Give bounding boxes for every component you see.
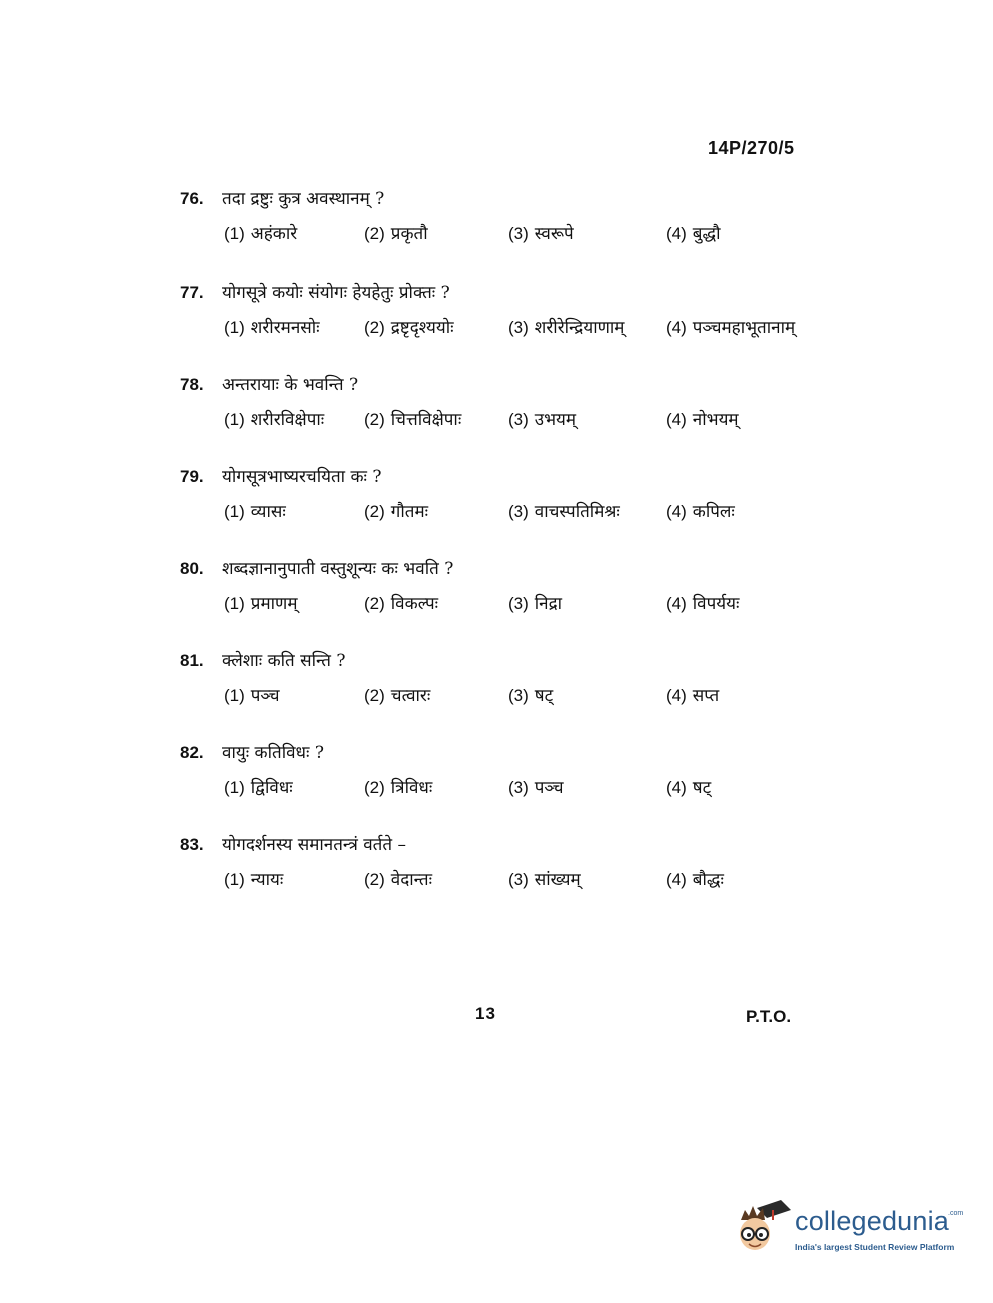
option-text: सप्त — [692, 686, 720, 706]
option-2 — [364, 407, 461, 430]
question-number: 79. — [180, 467, 204, 486]
options-row — [180, 315, 860, 345]
option-1 — [224, 775, 293, 798]
option-1 — [224, 499, 286, 522]
option-number: (2) — [364, 502, 385, 521]
options-row — [180, 867, 860, 897]
option-text: प्रमाणम् — [250, 594, 298, 614]
option-2 — [364, 775, 432, 798]
option-3 — [508, 683, 553, 706]
option-number: (4) — [666, 410, 687, 429]
question-number: 83. — [180, 835, 204, 854]
option-text: व्यासः — [250, 502, 286, 522]
option-text: नोभयम् — [692, 410, 739, 430]
option-number: (1) — [224, 686, 245, 705]
option-text: शरीरमनसोः — [250, 318, 320, 338]
option-number: (4) — [666, 686, 687, 705]
option-text: शरीरेन्द्रियाणाम् — [534, 318, 625, 338]
option-number: (3) — [508, 224, 529, 243]
option-number: (4) — [666, 870, 687, 889]
option-number: (3) — [508, 870, 529, 889]
option-3 — [508, 499, 620, 522]
option-number: (3) — [508, 778, 529, 797]
option-text: द्विविधः — [250, 778, 293, 798]
option-number: (1) — [224, 502, 245, 521]
question — [180, 648, 860, 713]
option-text: त्रिविधः — [390, 778, 433, 798]
question — [180, 186, 860, 251]
question-text: शब्दज्ञानानुपाती वस्तुशून्यः कः भवति ? — [222, 559, 454, 579]
option-text: पञ्चमहाभूतानाम् — [692, 318, 796, 338]
option-3 — [508, 867, 581, 890]
option-4 — [666, 221, 720, 244]
option-1 — [224, 221, 297, 244]
option-number: (1) — [224, 594, 245, 613]
question-text: तदा द्रष्टुः कुत्र अवस्थानम् ? — [222, 189, 385, 209]
question — [180, 740, 860, 805]
option-number: (3) — [508, 318, 529, 337]
paper-code: 14P/270/5 — [708, 138, 795, 158]
option-4 — [666, 591, 739, 614]
option-text: पञ्च — [534, 778, 564, 798]
option-text: वाचस्पतिमिश्रः — [534, 502, 620, 522]
option-text: शरीरविक्षेपाः — [250, 410, 325, 430]
option-1 — [224, 315, 320, 338]
options-row — [180, 591, 860, 621]
option-number: (2) — [364, 686, 385, 705]
page-number: 13 — [475, 1004, 496, 1023]
option-number: (1) — [224, 318, 245, 337]
question — [180, 372, 860, 437]
option-text: षट् — [692, 778, 712, 798]
option-3 — [508, 775, 564, 798]
option-text: चित्तविक्षेपाः — [390, 410, 462, 430]
option-3 — [508, 407, 576, 430]
option-number: (1) — [224, 224, 245, 243]
option-number: (2) — [364, 224, 385, 243]
option-number: (1) — [224, 410, 245, 429]
option-3 — [508, 591, 562, 614]
option-text: प्रकृतौ — [390, 224, 428, 244]
option-number: (2) — [364, 870, 385, 889]
option-1 — [224, 683, 280, 706]
option-2 — [364, 867, 432, 890]
option-text: विकल्पः — [390, 594, 439, 614]
options-row — [180, 407, 860, 437]
option-1 — [224, 591, 297, 614]
question — [180, 464, 860, 529]
question-number: 78. — [180, 375, 204, 394]
options-row — [180, 683, 860, 713]
brand-name: collegedunia — [795, 1206, 950, 1236]
question-number: 77. — [180, 283, 204, 302]
option-3 — [508, 221, 574, 244]
option-number: (4) — [666, 224, 687, 243]
brand-tagline: India's largest Student Review Platform — [795, 1242, 955, 1252]
option-number: (2) — [364, 410, 385, 429]
question-text: योगसूत्रभाष्यरचयिता कः ? — [222, 467, 382, 487]
options-row — [180, 775, 860, 805]
question-number: 81. — [180, 651, 204, 670]
watermark-logo — [735, 1196, 965, 1256]
option-number: (4) — [666, 318, 687, 337]
option-3 — [508, 315, 624, 338]
option-2 — [364, 591, 438, 614]
option-text: गौतमः — [390, 502, 429, 522]
option-1 — [224, 867, 283, 890]
option-text: वेदान्तः — [390, 870, 433, 890]
option-text: न्यायः — [250, 870, 284, 890]
option-text: बौद्धः — [692, 870, 724, 890]
option-text: पञ्च — [250, 686, 280, 706]
question-number: 76. — [180, 189, 204, 208]
option-number: (3) — [508, 410, 529, 429]
student-mascot-icon — [735, 1196, 793, 1256]
option-4 — [666, 867, 724, 890]
option-4 — [666, 499, 735, 522]
option-number: (4) — [666, 594, 687, 613]
question-text: योगदर्शनस्य समानतन्त्रं वर्तते – — [222, 835, 406, 855]
option-2 — [364, 221, 428, 244]
question-text: वायुः कतिविधः ? — [222, 743, 324, 763]
option-number: (2) — [364, 778, 385, 797]
option-text: सांख्यम् — [534, 870, 581, 890]
option-2 — [364, 683, 430, 706]
option-text: स्वरूपे — [534, 224, 574, 244]
option-number: (1) — [224, 778, 245, 797]
option-number: (4) — [666, 778, 687, 797]
options-row — [180, 499, 860, 529]
question-number: 80. — [180, 559, 204, 578]
option-4 — [666, 775, 711, 798]
option-number: (3) — [508, 686, 529, 705]
option-number: (2) — [364, 318, 385, 337]
pto-label: P.T.O. — [746, 1007, 792, 1026]
options-row — [180, 221, 860, 251]
option-text: निद्रा — [534, 594, 563, 614]
option-1 — [224, 407, 324, 430]
option-number: (3) — [508, 502, 529, 521]
option-text: द्रष्टृदृश्ययोः — [390, 318, 454, 338]
option-number: (3) — [508, 594, 529, 613]
option-4 — [666, 407, 739, 430]
option-4 — [666, 683, 719, 706]
question-text: अन्तरायाः के भवन्ति ? — [222, 375, 359, 395]
question — [180, 556, 860, 621]
option-text: अहंकारे — [250, 224, 298, 244]
option-number: (1) — [224, 870, 245, 889]
question-text: योगसूत्रे कयोः संयोगः हेयहेतुः प्रोक्तः ? — [222, 283, 450, 303]
question-number: 82. — [180, 743, 204, 762]
option-text: षट् — [534, 686, 554, 706]
question — [180, 280, 860, 345]
option-text: कपिलः — [692, 502, 735, 522]
option-2 — [364, 315, 454, 338]
option-text: बुद्धौ — [692, 224, 721, 244]
option-number: (4) — [666, 502, 687, 521]
question — [180, 832, 860, 897]
option-text: उभयम् — [534, 410, 577, 430]
brand-domain: .com — [948, 1210, 964, 1217]
option-2 — [364, 499, 428, 522]
option-text: चत्वारः — [390, 686, 431, 706]
option-4 — [666, 315, 795, 338]
question-text: क्लेशाः कति सन्ति ? — [222, 651, 346, 671]
option-text: विपर्ययः — [692, 594, 740, 614]
option-number: (2) — [364, 594, 385, 613]
